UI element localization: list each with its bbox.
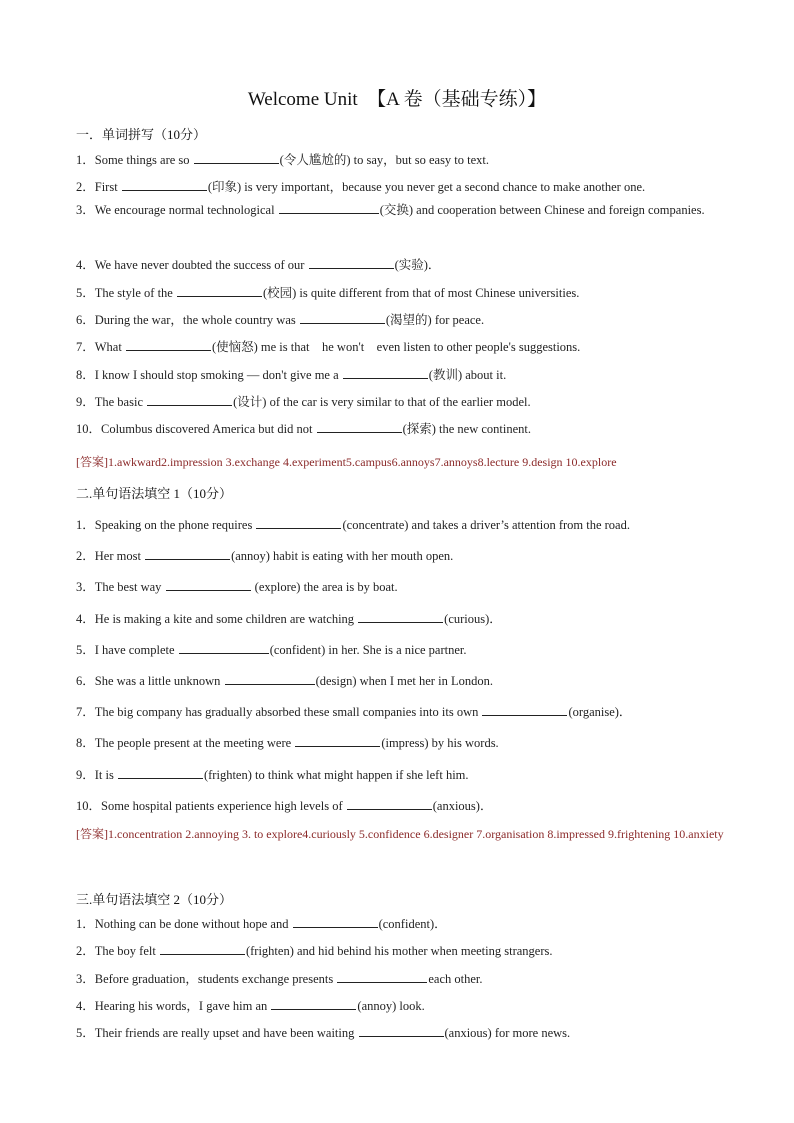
answer-blank[interactable] [347, 797, 432, 810]
answer-blank[interactable] [122, 178, 207, 191]
question: 4．Hearing his words，I gave him an (annoy) look. [76, 999, 425, 1013]
answer-blank[interactable] [166, 578, 251, 591]
question: 9．It is (frighten) to think what might happen if she left him. [76, 768, 469, 782]
answer-blank[interactable] [482, 703, 567, 716]
answer-blank[interactable] [317, 420, 402, 433]
question: 5．The style of the (校园) is quite different from that of most Chinese universities. [76, 286, 580, 300]
answer-blank[interactable] [194, 151, 279, 164]
answer-blank[interactable] [126, 338, 211, 351]
section-heading: 二.单句语法填空 1（10分） [76, 486, 233, 501]
answer-blank[interactable] [225, 672, 315, 685]
page-title: Welcome Unit 【A 卷（基础专练）】 [247, 89, 547, 110]
question: 2．The boy felt (frighten) and hid behind his mother when meeting strangers. [76, 944, 553, 958]
answer-blank[interactable] [295, 734, 380, 747]
answer-blank[interactable] [177, 284, 262, 297]
answer-blank[interactable] [279, 201, 379, 214]
question: 7．The big company has gradually absorbed these small companies into its own (organise)． [76, 705, 632, 719]
question: 3．We encourage normal technological (交换) and cooperation between Chinese and foreign companies. [76, 203, 705, 217]
answer-blank[interactable] [337, 970, 427, 983]
answer-key: [答案]1.concentration 2.annoying 3. to explore4.curiously 5.confidence 6.designer 7.organisation 8.impressed 9.frightening 10.anxiety [76, 827, 724, 841]
section-heading: 一．单词拼写（10分） [76, 127, 207, 142]
answer-blank[interactable] [118, 766, 203, 779]
answer-blank[interactable] [359, 1024, 444, 1037]
answer-blank[interactable] [309, 256, 394, 269]
answer-key: [答案]1.awkward2.impression 3.exchange 4.experiment5.campus6.annoys7.annoys8.lecture 9.design 10.explore [76, 455, 617, 469]
question: 6．She was a little unknown (design) when I met her in London. [76, 674, 493, 688]
question: 7．What (使恼怒) me is that he won't even listen to other people's suggestions. [76, 340, 581, 354]
answer-blank[interactable] [256, 516, 341, 529]
question: 3．Before graduation，students exchange presents each other. [76, 972, 483, 986]
question: 8．I know I should stop smoking — don't give me a (教训) about it. [76, 368, 507, 382]
question: 4．We have never doubted the success of our (实验)． [76, 258, 441, 272]
question: 2．Her most (annoy) habit is eating with her mouth open. [76, 549, 454, 563]
answer-blank[interactable] [293, 915, 378, 928]
answer-blank[interactable] [300, 311, 385, 324]
question: 1．Speaking on the phone requires (concentrate) and takes a driver’s attention from the road. [76, 518, 630, 532]
question: 6．During the war，the whole country was (渴望的) for peace. [76, 313, 485, 327]
question: 5．I have complete (confident) in her. She is a nice partner. [76, 643, 467, 657]
answer-blank[interactable] [179, 641, 269, 654]
question: 2．First (印象) is very important，because you never get a second chance to make another one. [76, 180, 646, 194]
question: 8．The people present at the meeting were (impress) by his words. [76, 736, 499, 750]
question: 3．The best way (explore) the area is by boat. [76, 580, 398, 594]
question: 10．Some hospital patients experience high levels of (anxious)． [76, 799, 493, 813]
answer-blank[interactable] [160, 942, 245, 955]
answer-blank[interactable] [145, 547, 230, 560]
question: 5．Their friends are really upset and have been waiting (anxious) for more news. [76, 1026, 571, 1040]
answer-blank[interactable] [271, 997, 356, 1010]
question: 10．Columbus discovered America but did not (探索) the new continent. [76, 422, 531, 436]
question: 1．Nothing can be done without hope and (confident)． [76, 917, 447, 931]
answer-blank[interactable] [343, 366, 428, 379]
question: 4．He is making a kite and some children are watching (curious)． [76, 612, 502, 626]
question: 1．Some things are so (令人尴尬的) to say，but so easy to text. [76, 153, 490, 167]
section-heading: 三.单句语法填空 2（10分） [76, 892, 233, 907]
question: 9．The basic (设计) of the car is very similar to that of the earlier model. [76, 395, 531, 409]
answer-blank[interactable] [358, 610, 443, 623]
answer-blank[interactable] [147, 393, 232, 406]
